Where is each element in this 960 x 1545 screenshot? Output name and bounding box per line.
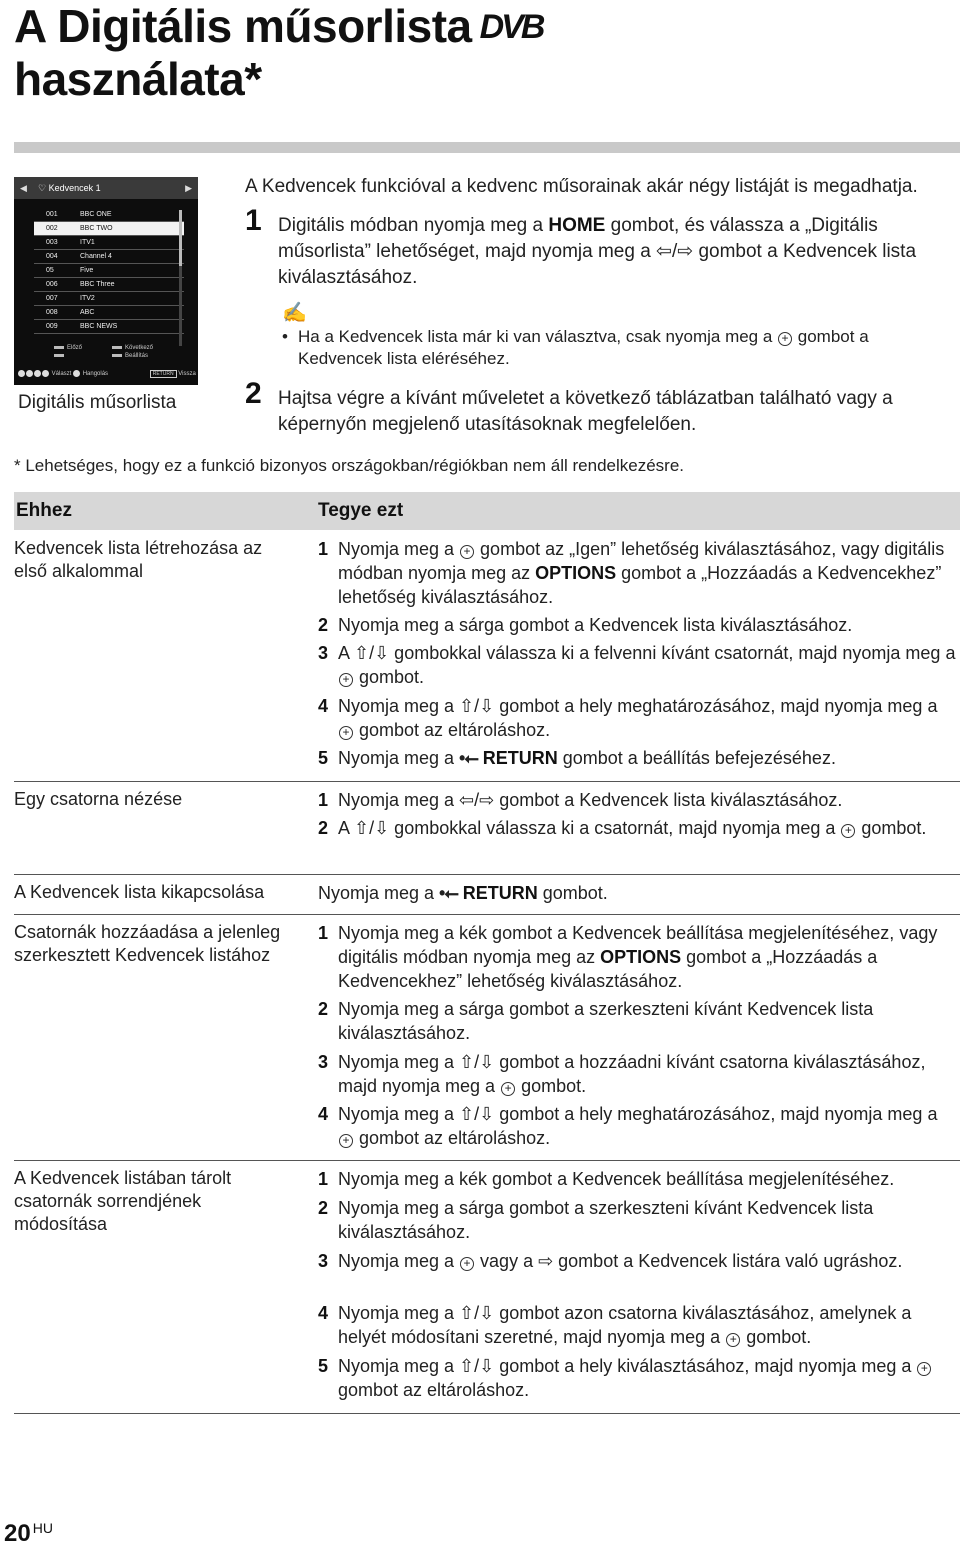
enter-button-icon: + [778,332,792,346]
page-title: A Digitális műsorlista DVB használata* [14,0,543,105]
column-header: Ehhez [16,500,72,521]
enter-button-icon: + [841,824,855,838]
row-label: Csatornák hozzáadása a jelenleg szerkesztett Kedvencek listához [14,922,281,965]
intro-text: A Kedvencek funkcióval a kedvenc műsorainak akár négy listáját is megadhatja. [245,176,918,197]
row-label: A Kedvencek lista kikapcsolása [14,882,265,902]
enter-button-icon: + [460,545,474,559]
step-number: 2 [245,377,262,410]
tv-channel-row: 001 BBC ONE [34,208,184,222]
row-label: Egy csatorna nézése [14,789,183,809]
tv-scrollbar [179,210,182,346]
row-divider [14,914,960,915]
nav-key-icon [42,370,49,377]
tv-screen-illustration: ◀ ♡ Kedvencek 1 ▶ 001 BBC ONE 002 BBC TWO 003 ITV1 004 Channel 4 05 Five 006 BBC Three 007 ITV2 008 ABC 009 BBC NEWS Előző Következő Beállítás Választ Hangolás RETURN Vissza [14,177,198,385]
enter-key-icon [73,370,80,377]
step-2-text: Hajtsa végre a kívánt műveletet a következő táblázatban található vagy a képernyőn megjelenő utasításoknak megfelelően. [278,388,893,435]
tv-channel-row: 009 BBC NEWS [34,320,184,334]
green-key-icon [54,354,64,357]
footnote: * Lehetséges, hogy ez a funkció bizonyos országokban/régiókban nem áll rendelkezésre. [14,456,685,475]
tv-footer: Választ Hangolás RETURN Vissza [18,370,196,378]
enter-button-icon: + [501,1082,515,1096]
return-icon: •⭠ [439,883,458,903]
page-number: 20 $^{HU}$ [4,1520,53,1545]
row-label: A Kedvencek listában tárolt csatornák sorrendjének módosítása [14,1168,232,1234]
enter-button-icon: + [726,1333,740,1347]
tv-channel-list [34,208,184,334]
figure-caption: Digitális műsorlista [18,392,177,413]
table-bottom-border [14,1413,960,1414]
tv-channel-row: 004 Channel 4 [34,250,184,264]
enter-button-icon: + [339,1134,353,1148]
step-1-text: Digitális módban nyomja meg a HOME gombot, és válassza a „Digitális műsorlista” lehetőséget, majd nyomja meg a ⇦/⇨ gombot a Kedvencek lista kiválasztásához. [278,215,917,288]
tv-channel-row: 05 Five [34,264,184,278]
row-divider [14,781,960,782]
tv-channel-row: 003 ITV1 [34,236,184,250]
tv-channel-row-selected: 002 BBC TWO [34,222,184,236]
bullet-icon: • [282,327,288,346]
yellow-key-icon [112,346,122,349]
nav-key-icon [26,370,33,377]
heart-icon: ♡ [38,183,47,193]
note-text: Ha a Kedvencek lista már ki van választva, csak nyomja meg a + gombot a Kedvencek lista eléréséhez. [298,327,869,368]
blue-key-icon [112,354,122,357]
pencil-note-icon: ✍ [282,302,307,324]
tv-channel-row: 008 ABC [34,306,184,320]
enter-button-icon: + [339,673,353,687]
row-label: Kedvencek lista létrehozása az első alkalommal [14,538,263,581]
tv-header: ◀ ♡ Kedvencek 1 ▶ [14,177,198,199]
right-arrow-icon: ▶ [185,183,192,193]
return-icon: •⭠ [459,748,478,768]
table-header [14,492,960,530]
column-header: Tegye ezt [318,500,404,521]
nav-key-icon [18,370,25,377]
red-key-icon [54,346,64,349]
left-arrow-icon: ◀ [20,183,27,193]
row-divider [14,1160,960,1161]
tv-channel-row: 007 ITV2 [34,292,184,306]
row-divider [14,874,960,875]
dvb-logo: DVB [479,8,543,46]
step-number: 1 [245,204,262,237]
enter-button-icon: + [460,1257,474,1271]
enter-button-icon: + [339,726,353,740]
tv-channel-row: 006 BBC Three [34,278,184,292]
enter-button-icon: + [917,1362,931,1376]
nav-key-icon [34,370,41,377]
title-divider [14,142,960,153]
tv-scrollbar-thumb [179,210,182,266]
